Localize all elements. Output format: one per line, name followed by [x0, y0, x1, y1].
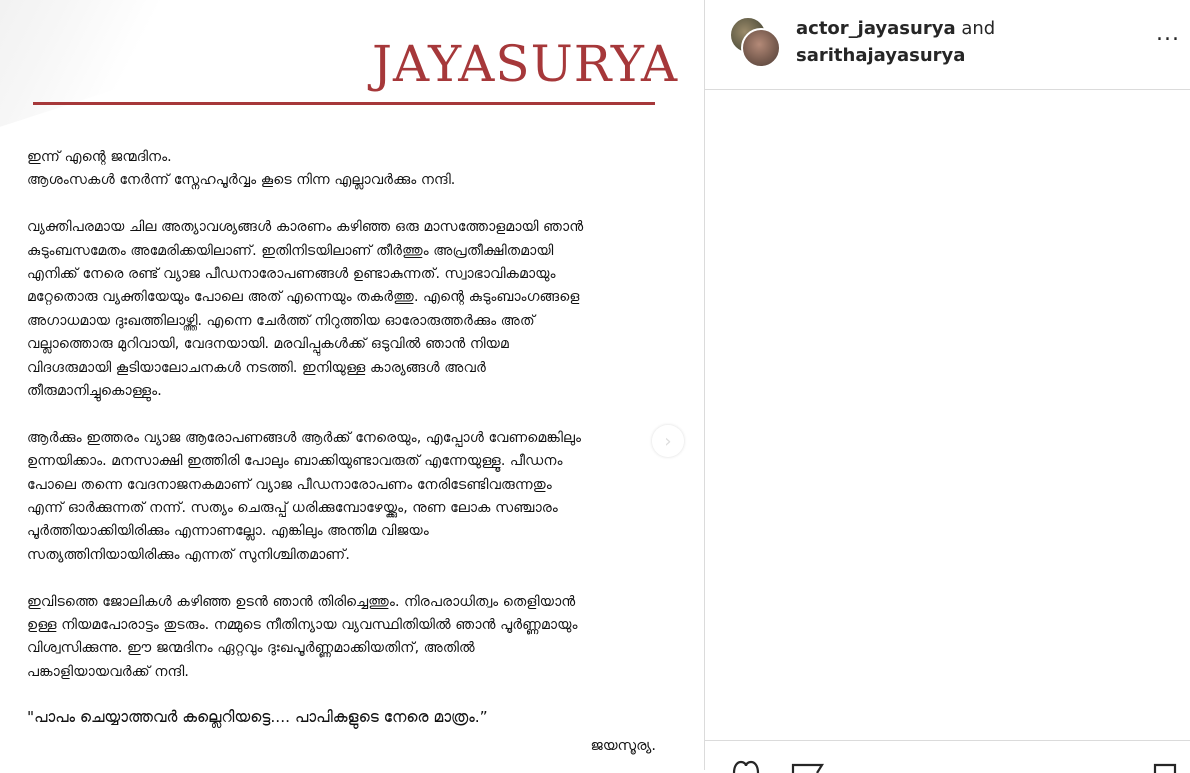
- post-header: [705, 0, 1190, 90]
- post-letter: [27, 146, 692, 759]
- letter-paragraph: [27, 216, 692, 403]
- action-bar: [705, 740, 1190, 771]
- heart-icon[interactable]: [731, 759, 761, 773]
- next-slide-button[interactable]: [652, 425, 684, 457]
- more-options-button[interactable]: [1153, 21, 1183, 50]
- username-link[interactable]: actor_jayasurya: [796, 18, 956, 39]
- letter-line: വ്യക്തിപരമായ ചില അത്യാവശ്യങ്ങൾ കാരണം കഴിഞ്ഞ ഒരു മാസത്തോളമായി ഞാൻ: [27, 219, 584, 236]
- letter-paragraph: [27, 591, 692, 685]
- letter-line: കുടുംബസമേതം അമേരിക്കയിലാണ്. ഇതിനിടയിലാണ് തീർത്തും അപ്രതീക്ഷിതമായി: [27, 242, 554, 259]
- letter-line: പൂർത്തിയാക്കിയിരിക്കും എന്നാണല്ലോ. എങ്കിലും അന്തിമ വിജയം: [27, 523, 429, 540]
- brand-underline: [33, 102, 655, 105]
- letter-line: വിശ്വസിക്കുന്നു. ഈ ജന്മദിനം ഏറ്റവും ദുഃഖപൂർണ്ണമാക്കിയതിന്, അതിൽ: [27, 640, 475, 657]
- letter-line: മറ്റേതൊരു വ്യക്തിയേയും പോലെ അത് എന്നെയും തകർത്തു. എന്റെ കുടുംബാംഗങ്ങളെ: [27, 289, 580, 306]
- letter-line: ഉന്നയിക്കാം. മനസാക്ഷി ഇത്തിരി പോലും ബാക്കിയുണ്ടാവരുത് എന്നേയുള്ളൂ. പീഡനം: [27, 453, 563, 470]
- letter-line: ഇവിടത്തെ ജോലികൾ കഴിഞ്ഞ ഉടൻ ഞാൻ തിരിച്ചെത്തും. നിരപരാധിത്വം തെളിയാൻ: [27, 593, 576, 610]
- chevron-right-icon: ›: [664, 430, 672, 452]
- corner-shade: [0, 0, 218, 136]
- letter-signature: ജയസൂര്യ.: [590, 738, 656, 755]
- letter-paragraph: [27, 146, 692, 193]
- letter-line: ആശംസകൾ നേർന്ന് സ്നേഹപൂർവ്വം കൂടെ നിന്ന എല്ലാവർക്കും നന്ദി.: [27, 172, 456, 189]
- letter-line: എന്ന് ഓർക്കുന്നത് നന്ന്. സത്യം ചെരുപ്പ് ധരിക്കുമ്പോഴേയ്ക്കും, നുണ ലോക സഞ്ചാരം: [27, 500, 558, 517]
- comments-area: [705, 90, 1190, 740]
- letter-line: വല്ലാത്തൊരു മുറിവായി, വേദനയായി. മരവിപ്പുകൾക്ക് ഒടുവിൽ ഞാൻ നിയമ: [27, 336, 509, 353]
- bookmark-icon[interactable]: [1153, 759, 1177, 773]
- letter-line: പോലെ തന്നെ വേദനാജനകമാണ് വ്യാജ പീഡനാരോപണം നേരിടേണ്ടിവരുന്നതും: [27, 476, 552, 493]
- avatar-stack[interactable]: [729, 16, 781, 68]
- authors-joiner: and: [961, 18, 996, 39]
- letter-quote: "പാപം ചെയ്യാത്തവർ കല്ലെറിയട്ടെ.... പാപികളുടെ നേരെ മാത്രം.”: [27, 707, 488, 726]
- letter-line: ഇന്ന് എന്റെ ജന്മദിനം.: [27, 149, 172, 165]
- letter-line: സത്യത്തിനിയായിരിക്കും എന്നത് സുനിശ്ചിതമാണ്.: [27, 546, 350, 563]
- letter-paragraph: [27, 427, 692, 567]
- letter-line: ആർക്കും ഇത്തരം വ്യാജ ആരോപണങ്ങൾ ആർക്ക് നേരെയും, എപ്പോൾ വേണമെങ്കിലും: [27, 429, 582, 446]
- letter-line: വിദഗ്ദരുമായി കൂടിയാലോചനകൾ നടത്തി. ഇനിയുള്ള കാര്യങ്ങൾ അവർ: [27, 359, 486, 376]
- username-link[interactable]: sarithajayasurya: [796, 45, 966, 66]
- avatar[interactable]: [741, 28, 781, 68]
- letter-line: അഗാധമായ ദുഃഖത്തിലാഴ്ത്തി. എന്നെ ചേർത്ത് നിറുത്തിയ ഓരോരുത്തർക്കും അത്: [27, 312, 535, 329]
- letter-line: എനിക്ക് നേരെ രണ്ട് വ്യാജ പീഡനാരോപണങ്ങൾ ഉണ്ടാകുന്നത്. സ്വാഭാവികമായും: [27, 266, 556, 283]
- letter-line: ഉള്ള നിയമപോരാട്ടം തുടരും. നമ്മുടെ നീതിന്യായ വ്യവസ്ഥിതിയിൽ ഞാൻ പൂർണ്ണമായും: [27, 617, 578, 634]
- more-horizontal-icon: ...: [1156, 21, 1180, 46]
- post-authors: [796, 15, 995, 69]
- comment-icon[interactable]: [791, 759, 825, 773]
- brand-title: JAYASURYA: [372, 35, 679, 93]
- letter-line: തീരുമാനിച്ചുകൊള്ളും.: [27, 383, 162, 400]
- letter-line: പങ്കാളിയായവർക്ക് നന്ദി.: [27, 663, 189, 680]
- post-side-panel: [704, 0, 1190, 770]
